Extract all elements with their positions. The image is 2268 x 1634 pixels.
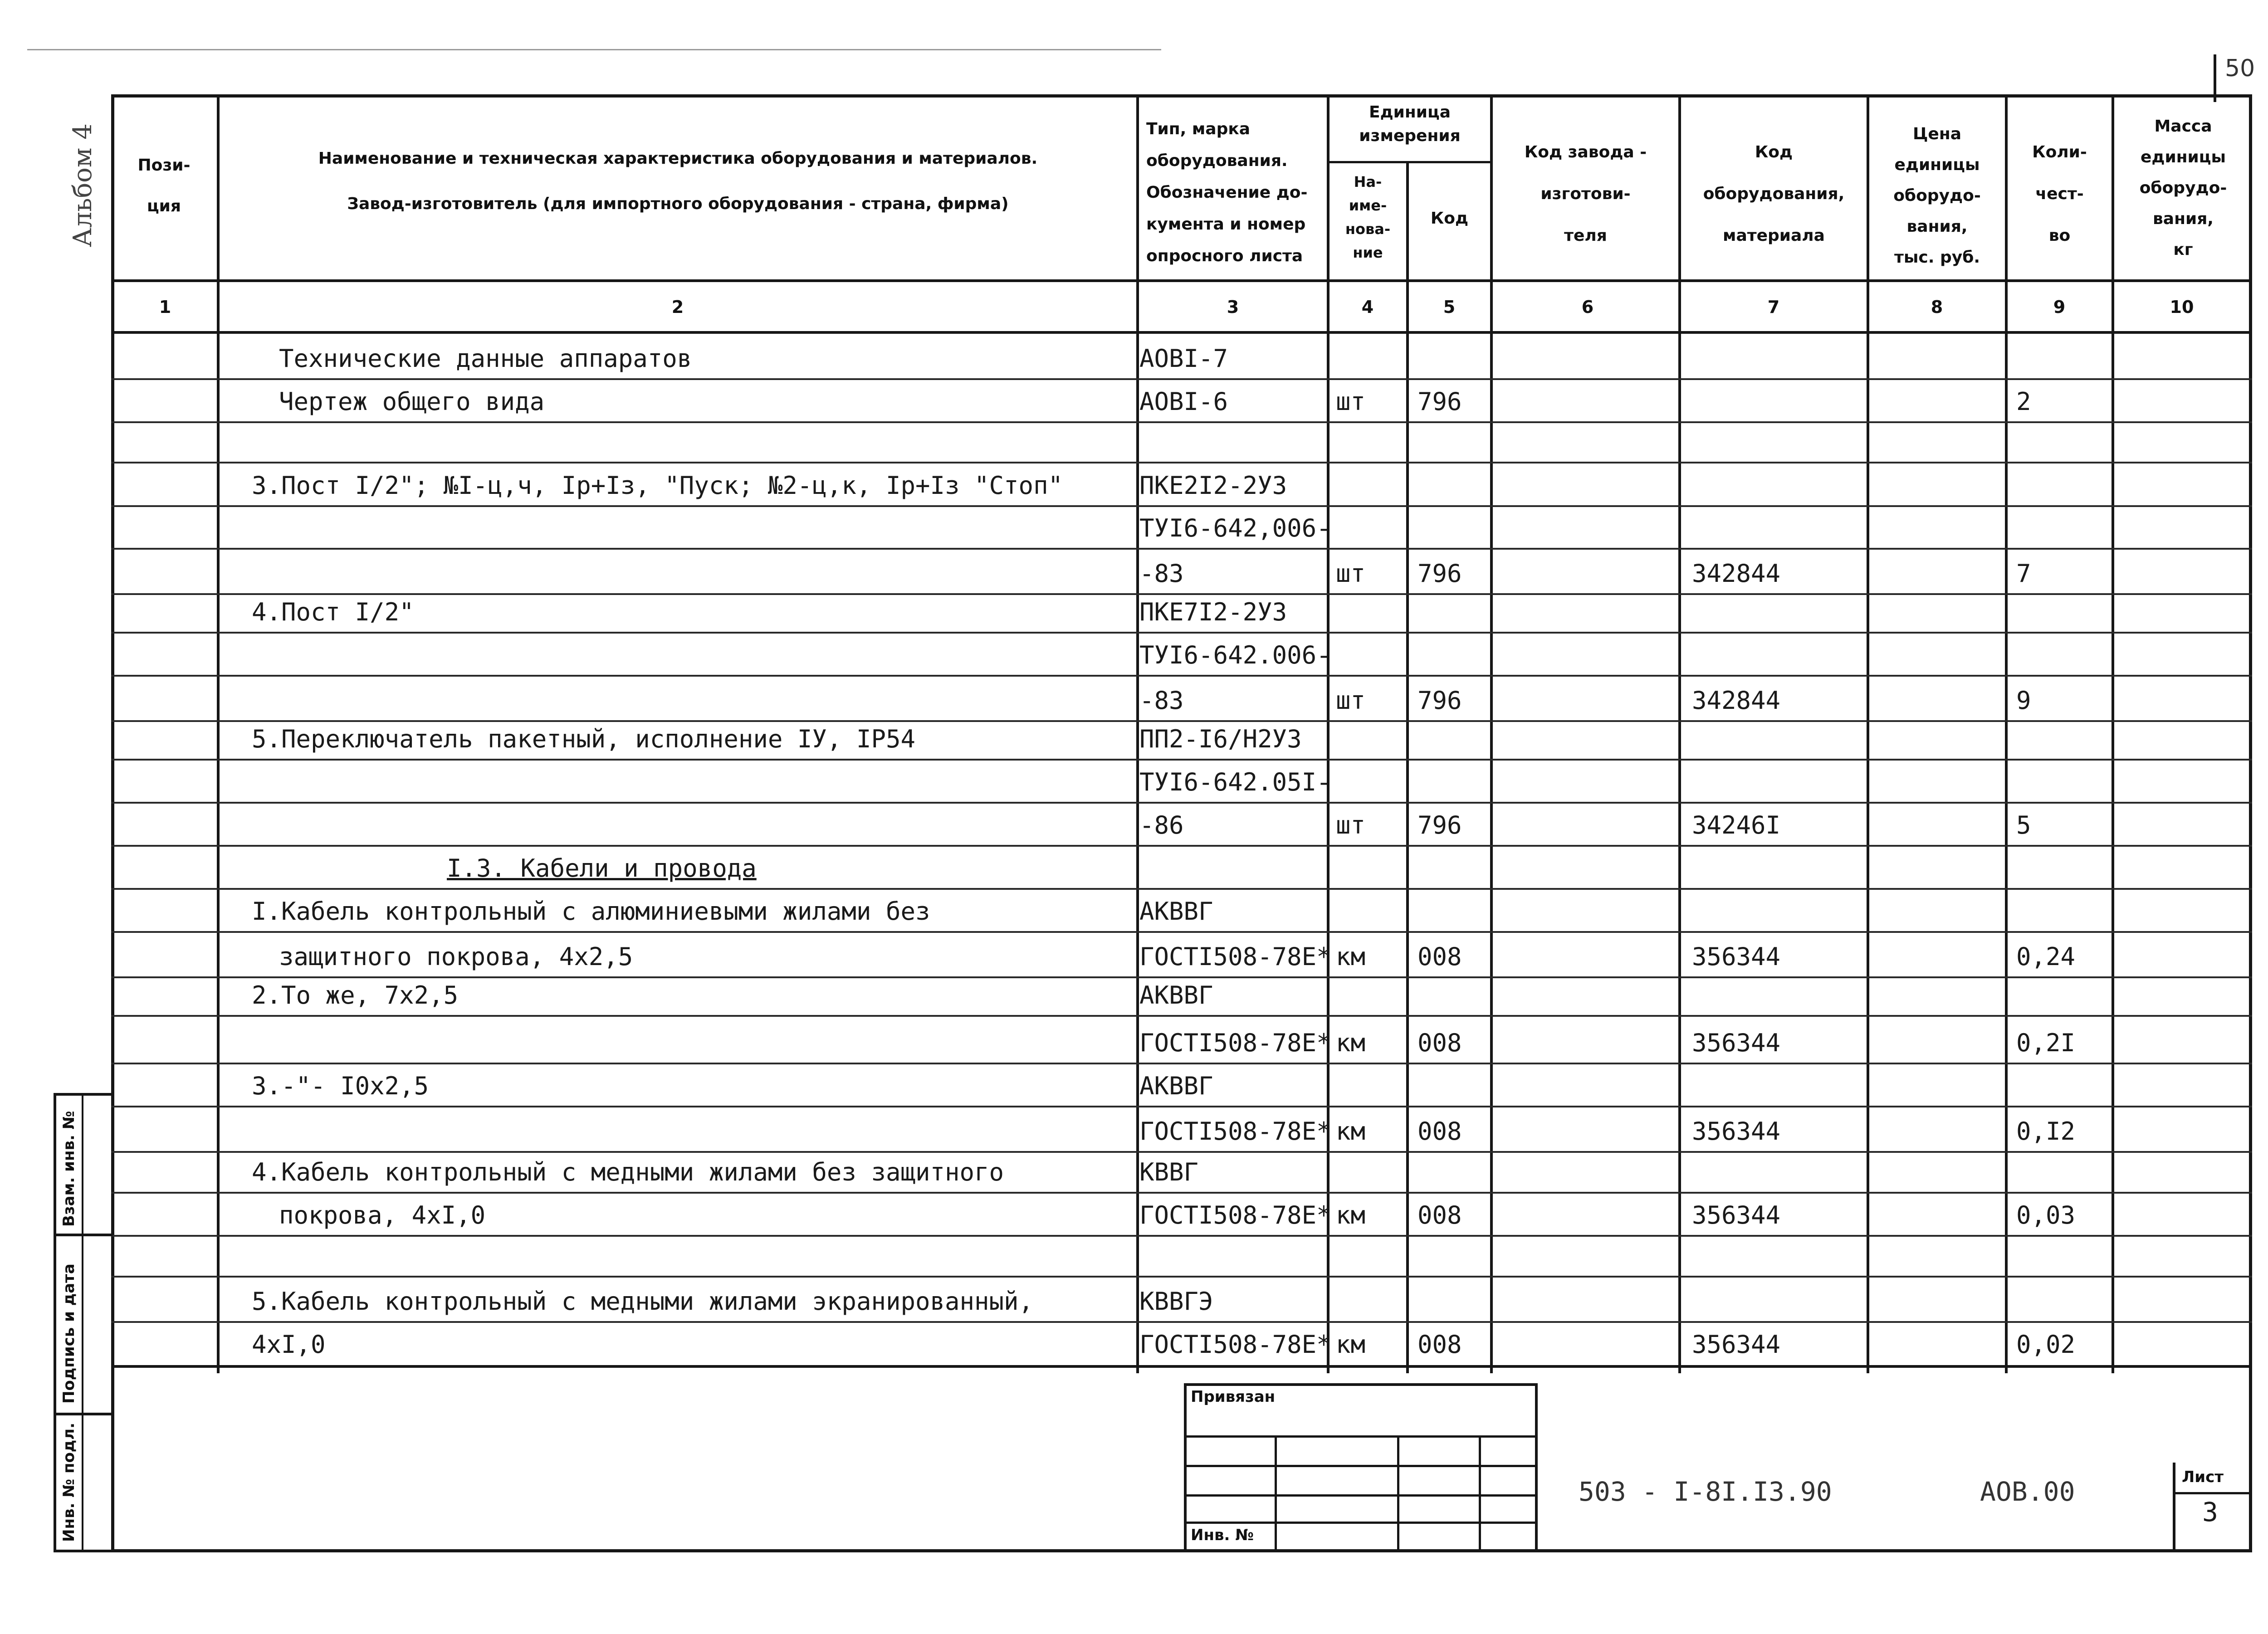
row-type: ТУI6-642.05I- xyxy=(1139,768,1331,796)
row-separator xyxy=(111,1321,2252,1323)
column-number: 1 xyxy=(159,297,171,317)
row-separator xyxy=(111,1276,2252,1278)
row-type: ГОСТI508-78Е* xyxy=(1139,1117,1331,1146)
header-col9: Коли- чест- во xyxy=(2032,143,2087,245)
row-unit-code: 796 xyxy=(1418,811,1462,839)
row-type: -83 xyxy=(1139,559,1184,588)
header-col2: Наименование и техническая характеристика оборудования и материалов. Завод-изготовитель (для импортного оборудования - страна, фирма) xyxy=(318,149,1038,213)
tb-sheet-rule xyxy=(2173,1492,2252,1494)
row-quantity: 0,03 xyxy=(2016,1201,2076,1229)
row-separator xyxy=(111,593,2252,595)
header-col7: Код оборудования, материала xyxy=(1703,143,1845,245)
row-separator xyxy=(111,462,2252,463)
row-material-code: 356344 xyxy=(1692,1330,1781,1359)
row-separator xyxy=(111,548,2252,550)
row-separator xyxy=(111,845,2252,847)
row-material-code: 356344 xyxy=(1692,1117,1781,1146)
row-separator xyxy=(111,1106,2252,1107)
row-unit: шт xyxy=(1336,387,1366,416)
row-unit: шт xyxy=(1336,559,1366,588)
row-unit-code: 008 xyxy=(1418,942,1462,971)
header-col3: Тип, марка оборудования. Обозначение до- кумента и номер опросного листа xyxy=(1146,120,1308,265)
tb-sheet-label: Лист xyxy=(2182,1468,2224,1486)
row-unit-code: 008 xyxy=(1418,1117,1462,1146)
tb-doc-mark: АОВ.00 xyxy=(1980,1476,2075,1507)
row-type: ТУI6-642.006- xyxy=(1139,641,1331,669)
row-separator xyxy=(111,675,2252,677)
row-type: -83 xyxy=(1139,686,1184,715)
row-name: 3.-"- I0х2,5 xyxy=(252,1072,429,1100)
unit-split-rule xyxy=(1329,161,1492,163)
row-name: покрова, 4хI,0 xyxy=(279,1201,486,1229)
row-name: Технические данные аппаратов xyxy=(279,344,692,373)
col-rule-7 xyxy=(1867,94,1869,1373)
tb-top-rule xyxy=(111,1365,2252,1368)
row-type: ТУI6-642,006- xyxy=(1139,514,1331,542)
row-type: ПКЕ2I2-2УЗ xyxy=(1139,471,1287,500)
row-separator xyxy=(111,759,2252,761)
row-separator xyxy=(111,1192,2252,1194)
header-unit: Единица измерения xyxy=(1359,103,1461,145)
stamp-left-rule xyxy=(54,1093,56,1552)
row-quantity: 0,2I xyxy=(2016,1029,2076,1057)
tb-col-rule-2 xyxy=(1397,1435,1399,1552)
column-number: 3 xyxy=(1227,297,1239,317)
header-bottom-rule xyxy=(111,279,2252,282)
tb-inv-no: Инв. № xyxy=(1191,1526,1254,1544)
tb-row-rule-3 xyxy=(1184,1494,1538,1497)
tb-sheet-no: 3 xyxy=(2202,1497,2218,1527)
row-unit: км xyxy=(1336,1029,1366,1057)
row-separator xyxy=(111,421,2252,423)
row-name: I.Кабель контрольный с алюминиевыми жилами без xyxy=(252,897,930,926)
row-type: КВВГ xyxy=(1139,1158,1199,1186)
row-name: Чертеж общего вида xyxy=(279,387,545,416)
row-unit: км xyxy=(1336,1117,1366,1146)
column-number: 7 xyxy=(1767,297,1780,317)
row-material-code: 356344 xyxy=(1692,1201,1781,1229)
row-separator xyxy=(111,931,2252,933)
column-number: 8 xyxy=(1931,297,1943,317)
tb-row-rule-1 xyxy=(1184,1435,1538,1438)
tb-privyazan: Привязан xyxy=(1191,1388,1276,1406)
col-rule-6 xyxy=(1678,94,1681,1373)
tb-row-rule-4 xyxy=(1184,1522,1538,1524)
tb-col-rule-3 xyxy=(1479,1435,1481,1552)
row-unit-code: 796 xyxy=(1418,686,1462,715)
stamp-vzam-inv: Взам. инв. № xyxy=(60,1111,78,1227)
row-unit: км xyxy=(1336,1330,1366,1359)
row-type: ПКЕ7I2-2УЗ xyxy=(1139,598,1287,626)
col-rule-5 xyxy=(1490,94,1493,1373)
row-name: 4хI,0 xyxy=(252,1330,326,1359)
col-rule-2 xyxy=(1136,94,1139,1373)
row-unit-code: 008 xyxy=(1418,1029,1462,1057)
tb-doc-code: 503 - I-8I.I3.90 xyxy=(1579,1476,1832,1507)
row-type: ГОСТI508-78Е* xyxy=(1139,942,1331,971)
stamp-inner-rule xyxy=(82,1093,83,1552)
row-unit-code: 796 xyxy=(1418,387,1462,416)
row-separator xyxy=(111,720,2252,722)
row-separator xyxy=(111,888,2252,890)
header-col4: На- име- нова- ние xyxy=(1345,173,1391,261)
header-col10: Масса единицы оборудо- вания, кг xyxy=(2139,117,2227,259)
colnum-bottom-rule xyxy=(111,331,2252,334)
row-name: I.3. Кабели и провода xyxy=(447,854,757,883)
row-unit-code: 008 xyxy=(1418,1201,1462,1229)
row-separator xyxy=(111,1063,2252,1064)
column-number: 4 xyxy=(1361,297,1374,317)
header-col1: Пози- ция xyxy=(137,156,191,215)
row-separator xyxy=(111,632,2252,634)
row-quantity: 9 xyxy=(2016,686,2031,715)
tb-row-rule-2 xyxy=(1184,1465,1538,1467)
row-unit-code: 796 xyxy=(1418,559,1462,588)
row-unit: км xyxy=(1336,942,1366,971)
row-type: -86 xyxy=(1139,811,1184,839)
row-quantity: 0,02 xyxy=(2016,1330,2076,1359)
row-type: ГОСТI508-78Е* xyxy=(1139,1201,1331,1229)
row-name: 4.Кабель контрольный с медными жилами без защитного xyxy=(252,1158,1004,1186)
album-label: Альбом 4 xyxy=(68,123,98,247)
header-col5: Код xyxy=(1430,209,1469,228)
row-type: ПП2-I6/Н2УЗ xyxy=(1139,725,1302,753)
stamp-inv-podl: Инв. № подл. xyxy=(60,1422,78,1542)
scan-edge-line xyxy=(27,49,1161,50)
row-separator xyxy=(111,802,2252,804)
row-unit-code: 008 xyxy=(1418,1330,1462,1359)
row-material-code: 356344 xyxy=(1692,942,1781,971)
row-separator xyxy=(111,1151,2252,1153)
col-rule-1 xyxy=(217,94,220,1373)
row-quantity: 7 xyxy=(2016,559,2031,588)
row-separator xyxy=(111,378,2252,380)
row-name: 5.Переключатель пакетный, исполнение IУ, IP54 xyxy=(252,725,915,753)
row-type: ГОСТI508-78Е* xyxy=(1139,1029,1331,1057)
col-rule-8 xyxy=(2005,94,2008,1373)
row-type: АОВI-7 xyxy=(1139,344,1228,373)
header-col8: Цена единицы оборудо- вания, тыс. руб. xyxy=(1893,125,1981,267)
header-col6: Код завода - изготови- теля xyxy=(1524,143,1647,245)
row-material-code: 342844 xyxy=(1692,559,1781,588)
row-quantity: 5 xyxy=(2016,811,2031,839)
row-type: КВВГЭ xyxy=(1139,1287,1213,1316)
row-name: 5.Кабель контрольный с медными жилами экранированный, xyxy=(252,1287,1034,1316)
row-separator xyxy=(111,976,2252,978)
column-number: 6 xyxy=(1581,297,1594,317)
stamp-signature-date: Подпись и дата xyxy=(60,1263,78,1404)
row-material-code: 356344 xyxy=(1692,1029,1781,1057)
col-rule-9 xyxy=(2112,94,2114,1373)
column-number: 5 xyxy=(1443,297,1456,317)
row-separator xyxy=(111,505,2252,507)
row-type: АОВI-6 xyxy=(1139,387,1228,416)
column-number: 9 xyxy=(2053,297,2066,317)
row-separator xyxy=(111,1015,2252,1017)
row-quantity: 0,24 xyxy=(2016,942,2076,971)
row-material-code: 342844 xyxy=(1692,686,1781,715)
row-name: 4.Пост I/2" xyxy=(252,598,414,626)
column-number: 2 xyxy=(671,297,684,317)
row-type: АКВВГ xyxy=(1139,981,1213,1010)
row-unit: шт xyxy=(1336,686,1366,715)
row-type: АКВВГ xyxy=(1139,1072,1213,1100)
column-number: 10 xyxy=(2170,297,2194,317)
row-unit: шт xyxy=(1336,811,1366,839)
col-rule-3 xyxy=(1327,94,1330,1373)
row-type: ГОСТI508-78Е* xyxy=(1139,1330,1331,1359)
row-name: 3.Пост I/2"; №I-ц,ч, Iр+Iз, "Пуск; №2-ц,к, Iр+Iз "Стоп" xyxy=(252,471,1063,500)
row-material-code: 34246I xyxy=(1692,811,1781,839)
row-name: защитного покрова, 4х2,5 xyxy=(279,942,633,971)
row-unit: км xyxy=(1336,1201,1366,1229)
row-separator xyxy=(111,1235,2252,1237)
row-name: 2.То же, 7х2,5 xyxy=(252,981,459,1010)
row-quantity: 0,I2 xyxy=(2016,1117,2076,1146)
row-type: АКВВГ xyxy=(1139,897,1213,926)
row-quantity: 2 xyxy=(2016,387,2031,416)
page-number: 50 xyxy=(2225,55,2255,82)
tb-col-rule-1 xyxy=(1275,1435,1277,1552)
